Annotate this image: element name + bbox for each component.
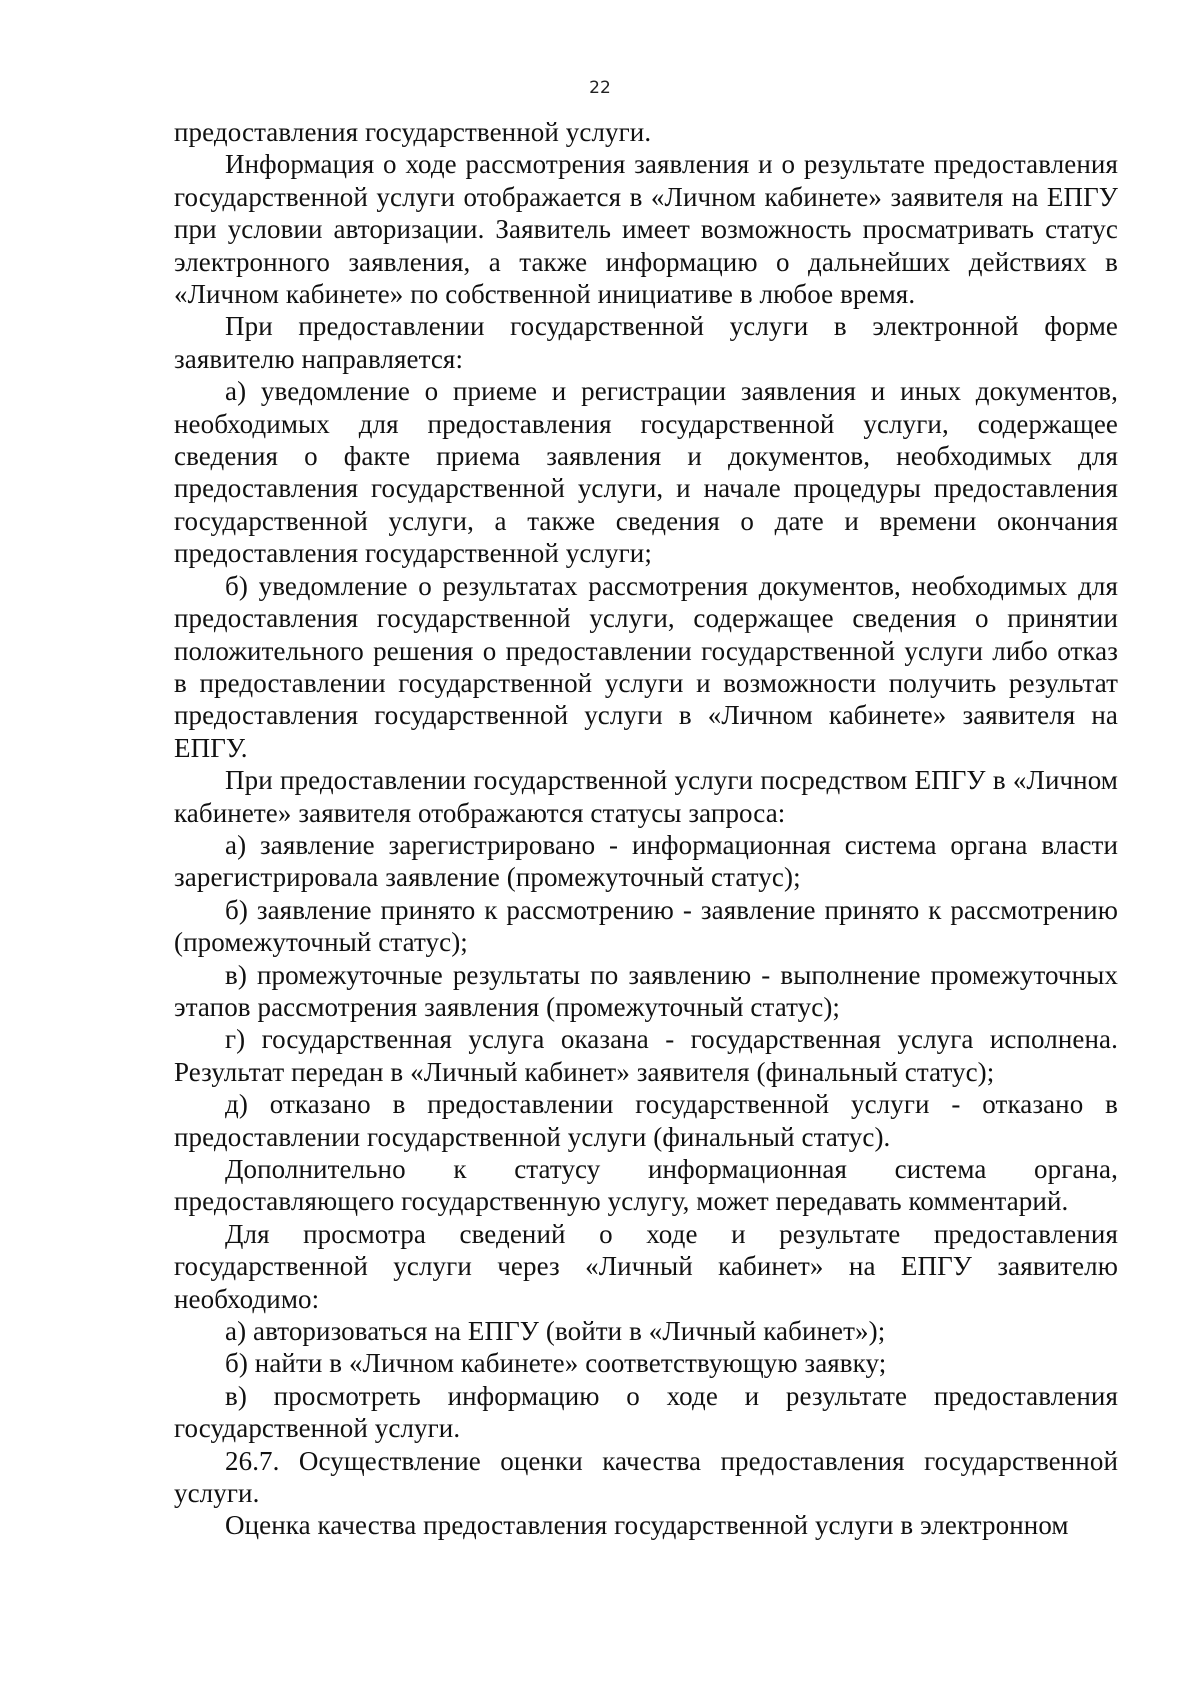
section-heading-26-7: 26.7. Осуществление оценки качества предоставления государственной услуги. xyxy=(174,1445,1118,1509)
list-item-status-a: а) заявление зарегистрировано - информационная система органа власти зарегистрировала заявление (промежуточный статус); xyxy=(174,829,1118,893)
paragraph-quality-assessment: Оценка качества предоставления государственной услуги в электронном xyxy=(225,1510,1069,1541)
page-number: 22 xyxy=(589,78,611,98)
list-item-step-c: в) просмотреть информацию о ходе и результате предоставления государственной услуги. xyxy=(174,1380,1118,1444)
paragraph-notifications-intro: При предоставлении государственной услуги в электронной форме заявителю направляется: xyxy=(174,311,1118,374)
list-item-step-a: а) авторизоваться на ЕПГУ (войти в «Личный кабинет»); xyxy=(225,1316,886,1347)
paragraph-status-info: Информация о ходе рассмотрения заявления и о результате предоставления государственной услуги отображается в «Личном кабинете» заявителя на ЕПГУ при условии авторизации. Заявитель имеет возможность просматривать статус электронного заявления, а также информацию о дальнейших действиях в «Личном кабинете» по собственной инициативе в любое время. xyxy=(174,149,1118,310)
list-item-status-c: в) промежуточные результаты по заявлению - выполнение промежуточных этапов рассмотрения заявления (промежуточный статус); xyxy=(174,959,1118,1022)
paragraph-statuses-intro: При предоставлении государственной услуги посредством ЕПГУ в «Личном кабинете» заявителя отображаются статусы запроса: xyxy=(174,765,1118,828)
list-item-notification-a: а) уведомление о приеме и регистрации заявления и иных документов, необходимых для предоставления государственной услуги, содержащее сведения о факте приема заявления и документов, необходимых для предоставления государственной услуги, и начале процедуры предоставления государственной услуги, а также сведения о дате и времени окончания предоставления государственной услуги; xyxy=(174,376,1118,569)
paragraph-view-steps-intro: Для просмотра сведений о ходе и результате предоставления государственной услуги через «Личный кабинет» на ЕПГУ заявителю необходимо: xyxy=(174,1218,1118,1314)
list-item-status-d: г) государственная услуга оказана - государственная услуга исполнена. Результат передан в «Личный кабинет» заявителя (финальный статус); xyxy=(174,1024,1118,1087)
document-body xyxy=(174,116,1118,1542)
paragraph-continuation: предоставления государственной услуги. xyxy=(174,117,652,147)
paragraph-comment: Дополнительно к статусу информационная система органа, предоставляющего государственную услугу, может передавать комментарий. xyxy=(174,1154,1118,1217)
list-item-step-b: б) найти в «Личном кабинете» соответствующую заявку; xyxy=(225,1348,887,1379)
list-item-status-e: д) отказано в предоставлении государственной услуги - отказано в предоставлении государственной услуги (финальный статус). xyxy=(174,1089,1118,1152)
list-item-notification-b: б) уведомление о результатах рассмотрения документов, необходимых для предоставления государственной услуги, содержащее сведения о принятии положительного решения о предоставлении государственной услуги либо отказ в предоставлении государственной услуги и возможности получить результат предоставления государственной услуги в «Личном кабинете» заявителя на ЕПГУ. xyxy=(174,570,1118,763)
list-item-status-b: б) заявление принято к рассмотрению - заявление принято к рассмотрению (промежуточный статус); xyxy=(174,894,1118,958)
